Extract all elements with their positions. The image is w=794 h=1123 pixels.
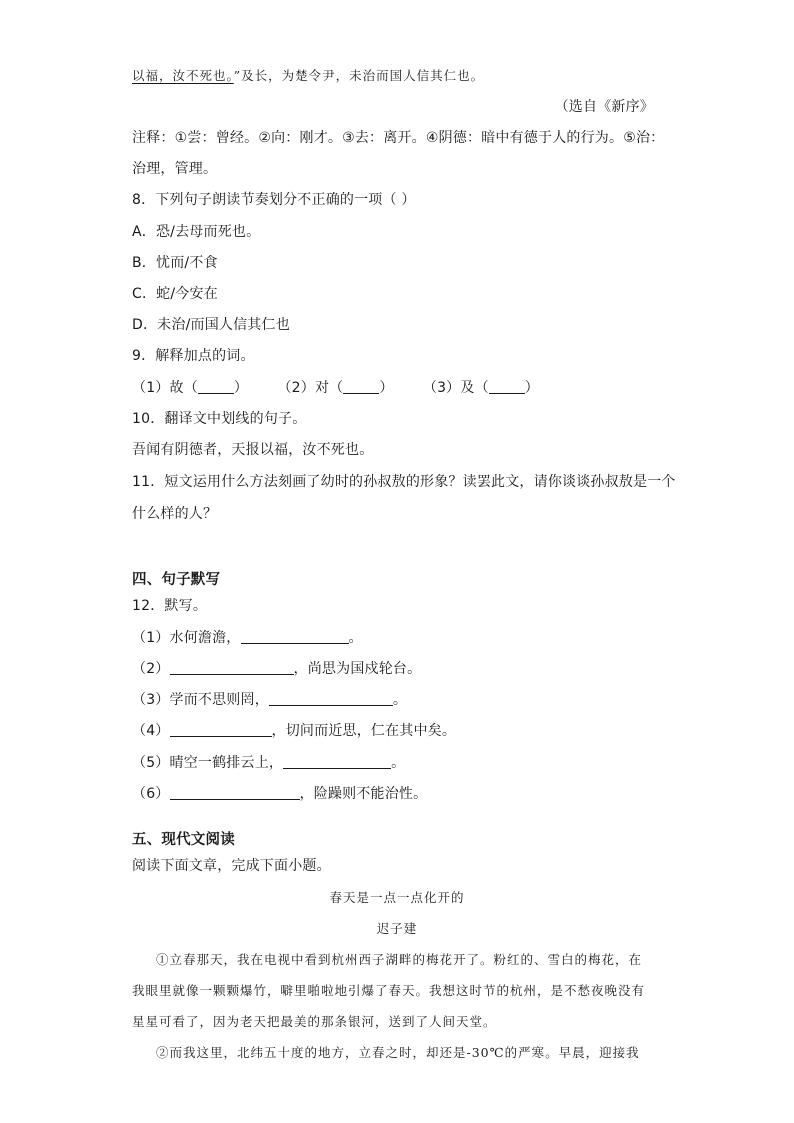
dictation-item-6 [132, 784, 427, 804]
question-8-option-a: A．恐/去母而死也。 [132, 224, 261, 240]
q9-item-2-blank [343, 379, 379, 394]
q9-item-3-label: （3）及（ [422, 380, 489, 396]
article-para-1-line-2: 我眼里就像一颗颗爆竹，噼里啪啦地引爆了春天。我想这时节的杭州，是不愁夜晚没有 [132, 983, 646, 998]
dictation-3-after: 。 [392, 692, 408, 708]
question-9-stem: 9．解释加点的词。 [132, 348, 255, 364]
dictation-4-after: ，切问而近思，仁在其中矣。 [271, 723, 457, 739]
question-8-option-d: D．未治/而国人信其仁也 [132, 317, 290, 333]
dictation-2-blank [170, 660, 294, 675]
dictation-3-blank [269, 691, 393, 706]
q9-item-1-blank [198, 379, 234, 394]
notes-line-1: 注释：①尝：曾经。②向：刚才。③去：离开。④阴德：暗中有德于人的行为。⑤治： [132, 130, 665, 146]
article-para-2-line-1: ②而我这里，北纬五十度的地方，立春之时，却还是-30℃的严寒。早晨，迎接我 [156, 1045, 640, 1060]
dictation-4-before: （4） [132, 723, 170, 739]
article-para-1-line-3: 星星可看了，因为老天把最美的那条银河，送到了人间天堂。 [132, 1014, 497, 1029]
q9-item-3-close: ） [524, 380, 539, 396]
q9-item-3-blank [489, 379, 525, 394]
q9-item-2-label: （2）对（ [277, 380, 344, 396]
source-citation: （选自《新序》 [554, 99, 654, 115]
section-5-instruction: 阅读下面文章，完成下面小题。 [132, 858, 331, 874]
passage-tail-rest: ”及长，为楚令尹，未治而国人信其仁也。 [233, 68, 485, 83]
question-11-line-2: 什么样的人？ [132, 506, 218, 522]
dictation-5-blank [283, 754, 391, 769]
dictation-3-before: （3）学而不思则罔， [132, 692, 269, 708]
question-8-option-c: C．蛇/今安在 [132, 286, 218, 302]
dictation-item-4 [132, 721, 456, 741]
question-11-line-1: 11．短文运用什么方法刻画了幼时的孙叔敖的形象？读罢此文，请你谈谈孙叔敖是一个 [132, 474, 676, 490]
dictation-6-after: ，险躁则不能治性。 [299, 786, 428, 802]
dictation-1-before: （1）水何澹澹， [132, 630, 241, 646]
dictation-1-after: 。 [348, 630, 363, 646]
dictation-6-before: （6） [132, 786, 170, 802]
question-8-option-b: B．忧而/不食 [132, 255, 218, 271]
article-author: 迟子建 [376, 921, 418, 936]
section-4-heading: 四、句子默写 [132, 572, 221, 588]
dictation-item-5 [132, 753, 405, 773]
q9-item-2-close: ） [379, 380, 394, 396]
dictation-4-blank [170, 722, 272, 737]
dictation-5-before: （5）晴空一鹤排云上， [132, 755, 284, 771]
article-title: 春天是一点一点化开的 [329, 890, 465, 905]
section-5-heading: 五、现代文阅读 [132, 832, 235, 848]
question-12-stem: 12．默写。 [132, 598, 208, 614]
q9-item-1-label: （1）故（ [132, 380, 198, 396]
dictation-item-1 [132, 628, 363, 648]
dictation-6-blank [170, 785, 300, 800]
dictation-item-2 [132, 659, 421, 679]
dictation-2-before: （2） [132, 661, 170, 677]
question-10-sentence: 吾闻有阴德者，天报以福，汝不死也。 [132, 442, 374, 458]
notes-line-2: 治理，管理。 [132, 161, 218, 177]
passage-tail [132, 66, 484, 86]
underlined-sentence: 以福，汝不死也。 [132, 68, 234, 83]
dictation-item-3 [132, 690, 407, 710]
dictation-5-after: 。 [391, 755, 406, 771]
question-8-stem: 8．下列句子朗读节奏划分不正确的一项（ ） [132, 192, 416, 208]
q9-item-1-close: ） [233, 380, 249, 396]
article-para-1-line-1: ①立春那天，我在电视中看到杭州西子湖畔的梅花开了。粉红的、雪白的梅花，在 [156, 952, 643, 967]
dictation-1-blank [241, 629, 349, 644]
question-10-stem: 10．翻译文中划线的句子。 [132, 411, 307, 427]
question-9-items [132, 378, 539, 398]
dictation-2-after: ，尚思为国戍轮台。 [293, 661, 422, 677]
